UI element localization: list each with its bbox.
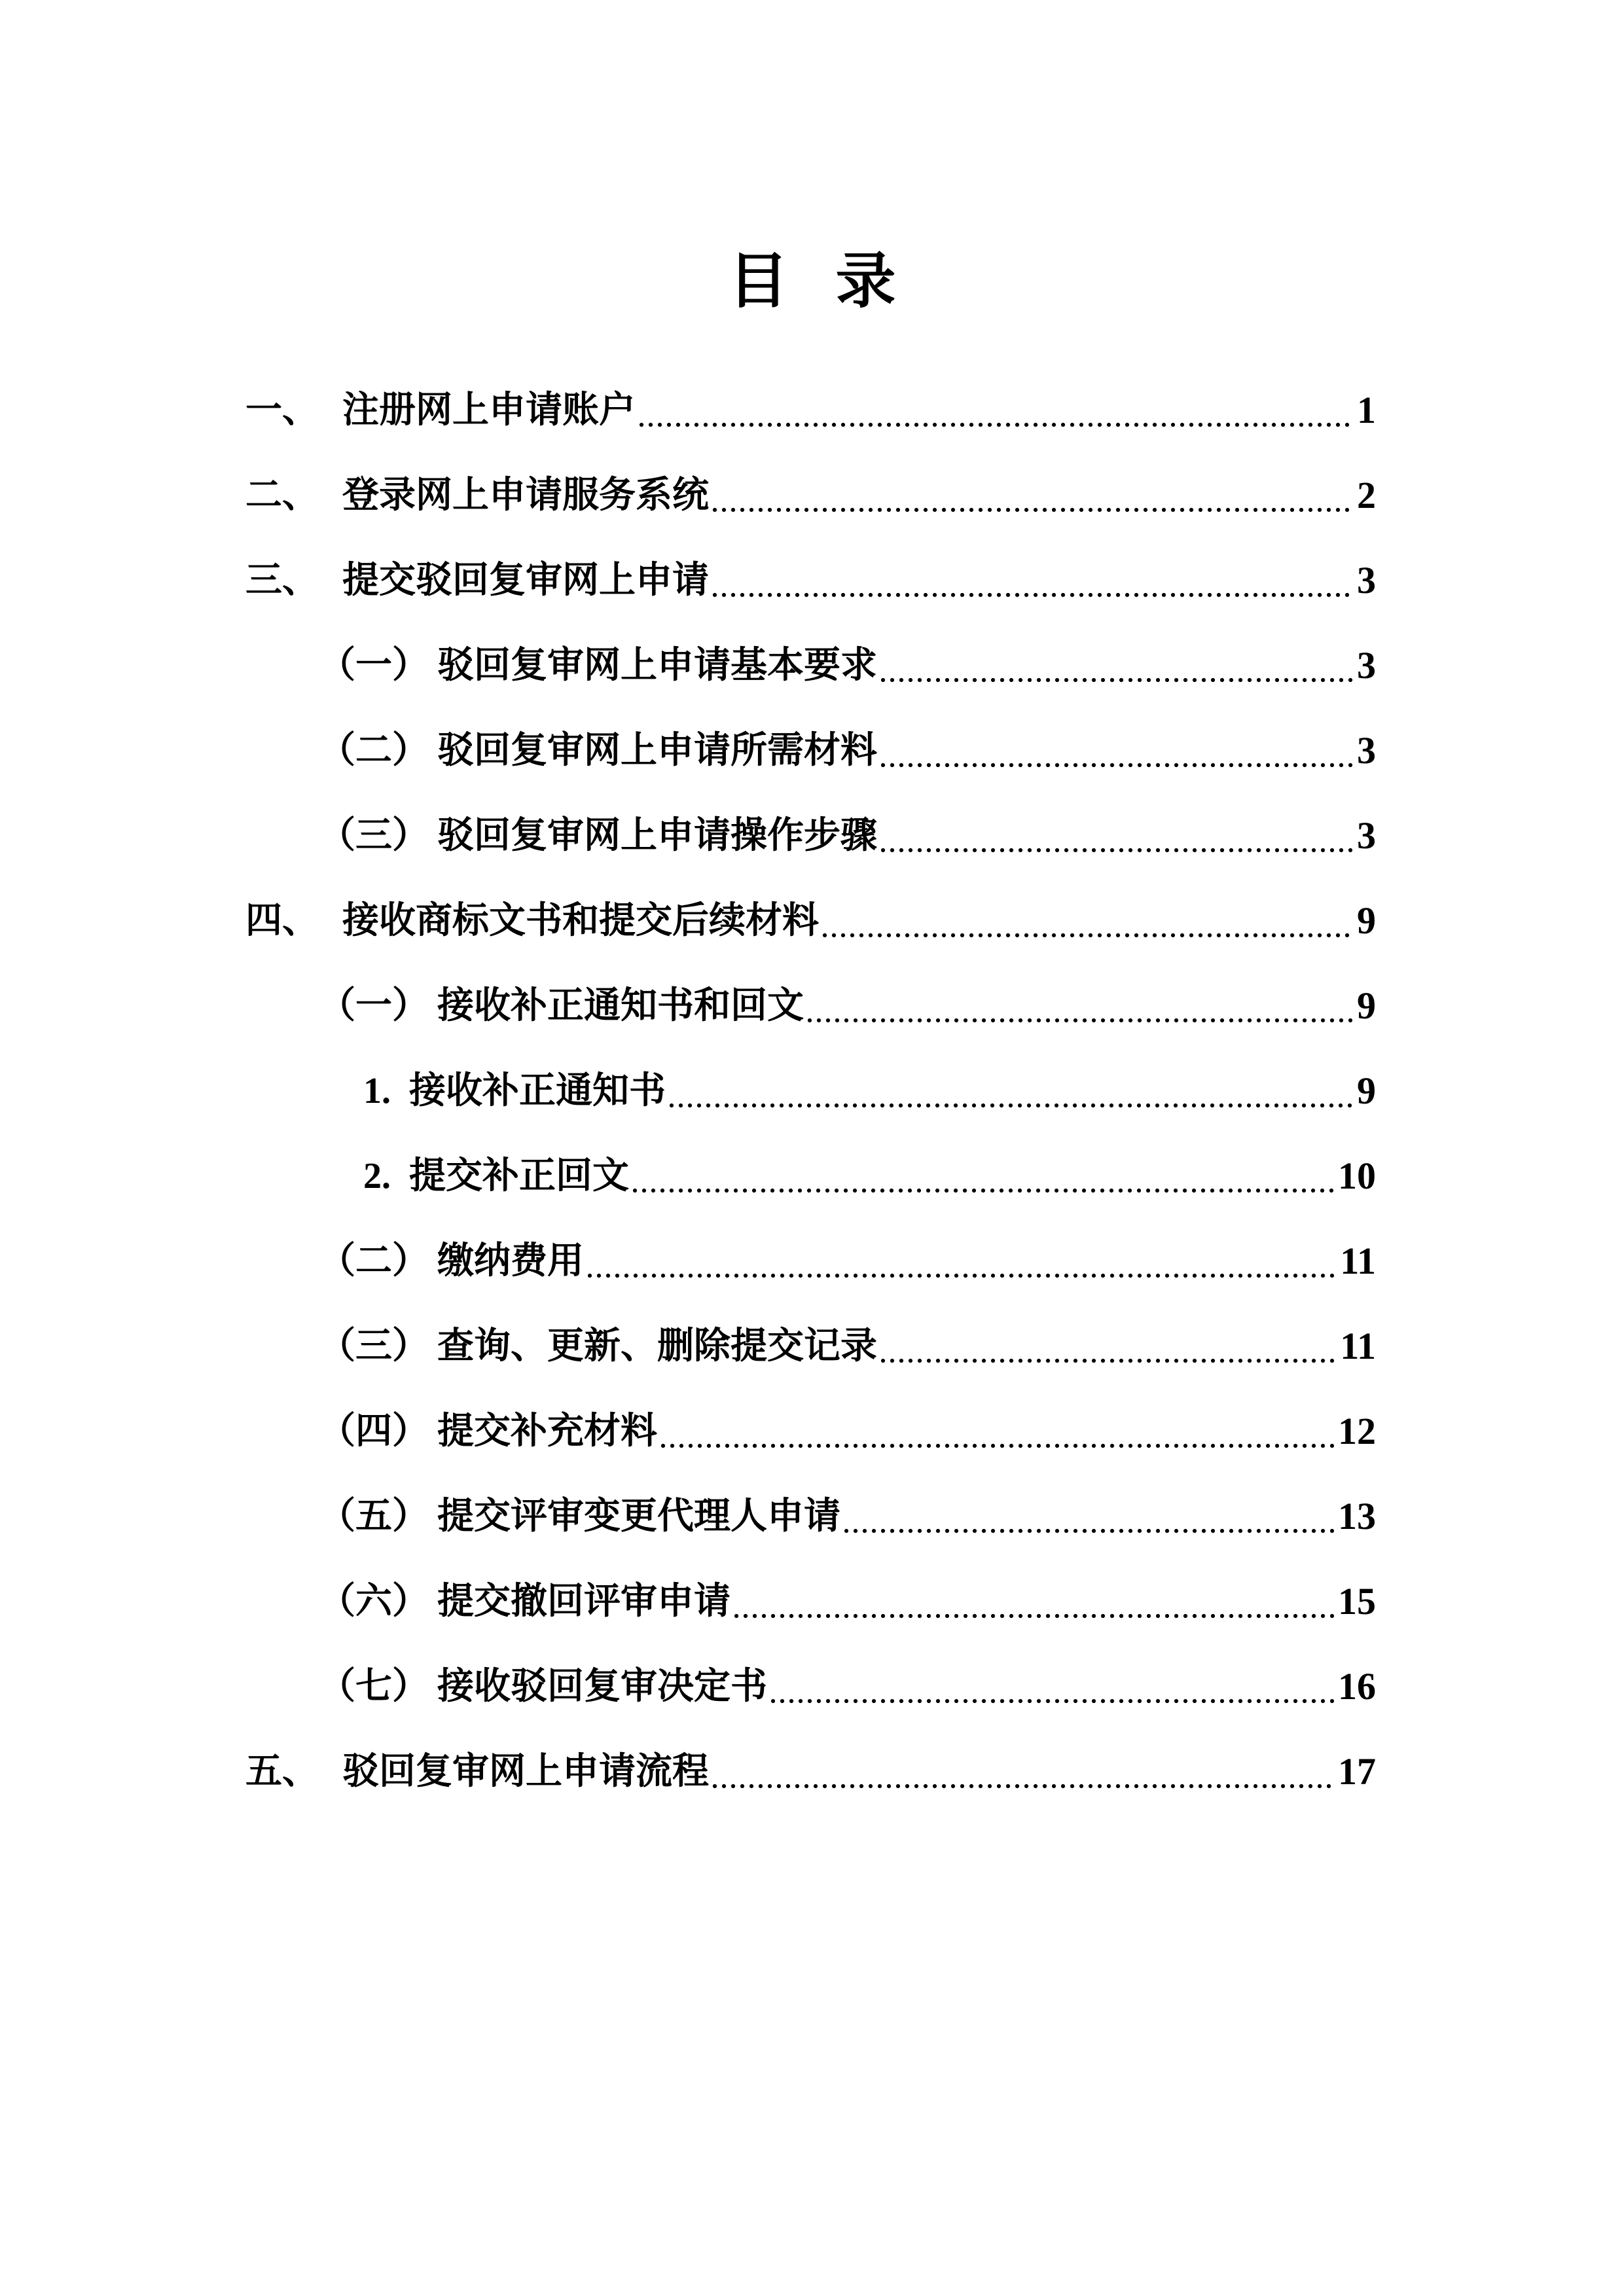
toc-entry-page-number[interactable]: 16: [1338, 1665, 1376, 1708]
toc-entry-page-number[interactable]: 13: [1338, 1495, 1376, 1537]
toc-entry[interactable]: [319, 1323, 1376, 1369]
toc-entry[interactable]: [245, 473, 1376, 518]
dot-leader: [842, 1494, 1335, 1539]
toc-entry-page-number[interactable]: 1: [1357, 389, 1376, 431]
toc-entry-page-number[interactable]: 9: [1357, 899, 1376, 942]
toc-entry-number: （四）: [319, 1411, 429, 1452]
toc-entry[interactable]: [319, 728, 1376, 774]
toc-entry-title[interactable]: 登录网上申请服务系统: [342, 475, 709, 516]
toc-entry-number: （二）: [319, 730, 429, 771]
dot-leader: [710, 1749, 1335, 1795]
page-title: [0, 242, 1624, 321]
toc-entry[interactable]: [363, 1153, 1376, 1199]
toc-entry-number: 二、: [245, 475, 319, 516]
toc-entry[interactable]: [319, 1664, 1376, 1710]
toc-entry-number: 2.: [363, 1156, 391, 1196]
toc-entry[interactable]: [245, 898, 1376, 944]
toc-entry-number: （七）: [319, 1666, 429, 1707]
toc-entry-number: 三、: [245, 560, 319, 601]
dot-leader: [585, 1238, 1337, 1284]
toc-entry-page-number[interactable]: 11: [1340, 1325, 1376, 1367]
dot-leader: [667, 1068, 1354, 1114]
toc-entry[interactable]: [245, 1749, 1376, 1795]
toc-entry-title[interactable]: 接收补正通知书和回文: [437, 986, 804, 1026]
dot-leader: [878, 813, 1354, 859]
toc-entry-title[interactable]: 提交撤回评审申请: [437, 1581, 731, 1622]
dot-leader: [710, 473, 1354, 518]
toc-entry-title[interactable]: 提交补正回文: [409, 1156, 629, 1196]
toc-entry-page-number[interactable]: 17: [1338, 1750, 1376, 1793]
toc-entry-title[interactable]: 驳回复审网上申请所需材料: [437, 730, 877, 771]
toc-entry-page-number[interactable]: 3: [1357, 729, 1376, 772]
dot-leader: [805, 983, 1354, 1029]
toc-entry[interactable]: [245, 387, 1376, 433]
toc-entry-number: （三）: [319, 816, 429, 856]
toc-entry-title[interactable]: 查询、更新、删除提交记录: [437, 1326, 877, 1367]
toc-entry-page-number[interactable]: 9: [1357, 1069, 1376, 1112]
toc-entry-title[interactable]: 提交评审变更代理人申请: [437, 1496, 840, 1537]
dot-leader: [710, 558, 1354, 603]
toc-entry-title[interactable]: 注册网上申请账户: [342, 390, 636, 431]
toc-entry-title[interactable]: 提交补充材料: [437, 1411, 657, 1452]
toc-entry-number: 五、: [245, 1751, 319, 1792]
toc-entry[interactable]: [319, 1238, 1376, 1284]
dot-leader: [878, 1323, 1337, 1369]
toc-entry-number: 四、: [245, 901, 319, 941]
toc-entry-title[interactable]: 接收补正通知书: [409, 1071, 666, 1111]
toc-entry-title[interactable]: 驳回复审网上申请基本要求: [437, 645, 877, 686]
toc-entry-page-number[interactable]: 12: [1338, 1410, 1376, 1452]
toc-entry-page-number[interactable]: 3: [1357, 814, 1376, 857]
toc-entry-number: （二）: [319, 1241, 429, 1282]
toc-entry[interactable]: [319, 1494, 1376, 1539]
toc-entry-number: （一）: [319, 645, 429, 686]
toc-entry-title[interactable]: 缴纳费用: [437, 1241, 584, 1282]
dot-leader: [630, 1153, 1335, 1199]
page-title-char-1: 目: [728, 245, 789, 316]
toc-entry[interactable]: [319, 813, 1376, 859]
toc-entry-title[interactable]: 驳回复审网上申请流程: [342, 1751, 709, 1792]
toc-entry-number: 1.: [363, 1071, 391, 1111]
toc-entry-title[interactable]: 接收商标文书和提交后续材料: [342, 901, 819, 941]
toc-entry-number: （五）: [319, 1496, 429, 1537]
dot-leader: [820, 898, 1354, 944]
page-title-char-2: 录: [835, 245, 896, 316]
toc-entry-title[interactable]: 提交驳回复审网上申请: [342, 560, 709, 601]
toc-entry-page-number[interactable]: 15: [1338, 1580, 1376, 1623]
toc-entry-page-number[interactable]: 10: [1338, 1155, 1376, 1197]
toc-entry-page-number[interactable]: 2: [1357, 474, 1376, 516]
dot-leader: [878, 643, 1354, 689]
toc-entry[interactable]: [363, 1068, 1376, 1114]
toc-entry-number: （六）: [319, 1581, 429, 1622]
toc-entry[interactable]: [319, 1408, 1376, 1454]
toc-entry[interactable]: [319, 1579, 1376, 1624]
toc-entry-number: （一）: [319, 986, 429, 1026]
toc-entry-number: 一、: [245, 390, 319, 431]
dot-leader: [878, 728, 1354, 774]
toc-entry-page-number[interactable]: 3: [1357, 559, 1376, 601]
toc-entry-title[interactable]: 驳回复审网上申请操作步骤: [437, 816, 877, 856]
toc-entry[interactable]: [319, 643, 1376, 689]
toc-entry[interactable]: [245, 558, 1376, 603]
toc-entry-page-number[interactable]: 3: [1357, 644, 1376, 687]
dot-leader: [768, 1664, 1335, 1710]
toc-entry[interactable]: [319, 983, 1376, 1029]
toc-entry-title[interactable]: 接收驳回复审决定书: [437, 1666, 767, 1707]
dot-leader: [659, 1408, 1335, 1454]
toc-entry-page-number[interactable]: 11: [1340, 1240, 1376, 1282]
toc-entry-number: （三）: [319, 1326, 429, 1367]
dot-leader: [637, 387, 1354, 433]
toc-entry-page-number[interactable]: 9: [1357, 984, 1376, 1027]
dot-leader: [732, 1579, 1335, 1624]
